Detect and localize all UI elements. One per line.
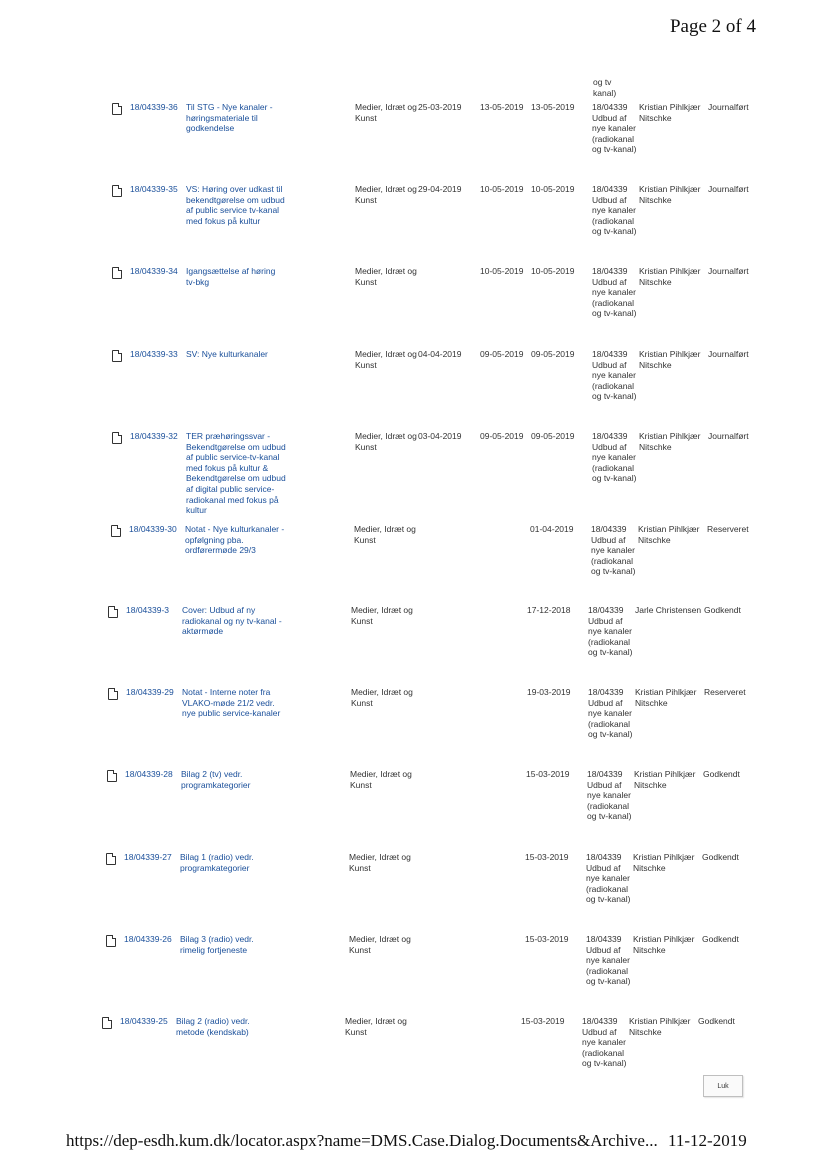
department-text: Medier, Idræt og Kunst bbox=[349, 934, 411, 955]
footer-date: 11-12-2019 bbox=[668, 1131, 747, 1150]
document-number-link[interactable]: 18/04339-30 bbox=[129, 524, 177, 534]
document-icon[interactable] bbox=[102, 1017, 112, 1029]
department-text: Medier, Idræt og Kunst bbox=[351, 687, 413, 708]
document-title-link[interactable]: Bilag 3 (radio) vedr. rimelig fortjeneste bbox=[180, 934, 254, 955]
document-row[interactable] bbox=[0, 687, 824, 769]
document-row[interactable] bbox=[0, 934, 822, 1016]
document-date: 04-04-2019 bbox=[418, 349, 462, 359]
document-title-link[interactable]: Bilag 2 (tv) vedr. programkategorier bbox=[181, 769, 251, 790]
status-text: Godkendt bbox=[698, 1016, 735, 1026]
modified-date: 09-05-2019 bbox=[531, 431, 575, 441]
document-number-link[interactable]: 18/04339-28 bbox=[125, 769, 173, 779]
document-title-link[interactable]: TER præhøringssvar - Bekendtgørelse om udbud af public service-tv-kanal med fokus på kultur & Bekendtgørelse om udbud af digital public service-radiokanal med fokus på kultur bbox=[186, 431, 286, 516]
registered-date: 13-05-2019 bbox=[480, 102, 524, 112]
responsible-person: Kristian Pihlkjær Nitschke bbox=[639, 349, 701, 370]
document-row[interactable] bbox=[0, 102, 828, 184]
document-title-link[interactable]: SV: Nye kulturkanaler bbox=[186, 349, 268, 359]
responsible-person: Kristian Pihlkjær Nitschke bbox=[639, 184, 701, 205]
status-text: Journalført bbox=[708, 184, 749, 194]
responsible-person: Jarle Christensen bbox=[635, 605, 702, 615]
modified-date: 15-03-2019 bbox=[525, 852, 569, 862]
document-row[interactable] bbox=[0, 431, 828, 516]
document-icon[interactable] bbox=[108, 688, 118, 700]
document-number-link[interactable]: 18/04339-3 bbox=[126, 605, 170, 615]
document-row[interactable] bbox=[0, 605, 824, 687]
case-subject-text: 18/04339 Udbud af nye kanaler (radiokanal og tv-kanal) bbox=[591, 524, 636, 577]
document-row[interactable] bbox=[0, 852, 822, 934]
modified-date: 15-03-2019 bbox=[526, 769, 570, 779]
document-icon[interactable] bbox=[106, 853, 116, 865]
case-subject-text: 18/04339 Udbud af nye kanaler (radiokanal og tv-kanal) bbox=[592, 184, 637, 237]
document-icon[interactable] bbox=[112, 185, 122, 197]
document-number-link[interactable]: 18/04339-26 bbox=[124, 934, 172, 944]
document-number-link[interactable]: 18/04339-33 bbox=[130, 349, 178, 359]
department-text: Medier, Idræt og Kunst bbox=[355, 349, 417, 370]
status-text: Reserveret bbox=[704, 687, 746, 697]
registered-date: 09-05-2019 bbox=[480, 431, 524, 441]
document-icon[interactable] bbox=[112, 432, 122, 444]
department-text: Medier, Idræt og Kunst bbox=[355, 184, 417, 205]
page-number: Page 2 of 4 bbox=[669, 16, 756, 37]
document-number-link[interactable]: 18/04339-25 bbox=[120, 1016, 168, 1026]
document-number-link[interactable]: 18/04339-35 bbox=[130, 184, 178, 194]
modified-date: 13-05-2019 bbox=[531, 102, 575, 112]
responsible-person: Kristian Pihlkjær Nitschke bbox=[633, 852, 695, 873]
document-row[interactable] bbox=[0, 1016, 818, 1098]
document-number-link[interactable]: 18/04339-36 bbox=[130, 102, 178, 112]
document-icon[interactable] bbox=[112, 103, 122, 115]
status-text: Journalført bbox=[708, 266, 749, 276]
document-title-link[interactable]: Cover: Udbud af ny radiokanal og ny tv-kanal - aktørmøde bbox=[182, 605, 282, 637]
department-text: Medier, Idræt og Kunst bbox=[345, 1016, 407, 1037]
responsible-person: Kristian Pihlkjær Nitschke bbox=[639, 431, 701, 452]
document-title-link[interactable]: VS: Høring over udkast til bekendtgørelse om udbud af public service tv-kanal med fokus på kultur bbox=[186, 184, 285, 226]
responsible-person: Kristian Pihlkjær Nitschke bbox=[638, 524, 700, 545]
case-subject-text: 18/04339 Udbud af nye kanaler (radiokanal og tv-kanal) bbox=[582, 1016, 627, 1069]
responsible-person: Kristian Pihlkjær Nitschke bbox=[639, 102, 701, 123]
document-title-link[interactable]: Til STG - Nye kanaler - høringsmateriale til godkendelse bbox=[186, 102, 273, 134]
modified-date: 10-05-2019 bbox=[531, 266, 575, 276]
document-date: 03-04-2019 bbox=[418, 431, 462, 441]
document-number-link[interactable]: 18/04339-34 bbox=[130, 266, 178, 276]
status-text: Godkendt bbox=[702, 934, 739, 944]
modified-date: 19-03-2019 bbox=[527, 687, 571, 697]
modified-date: 15-03-2019 bbox=[525, 934, 569, 944]
modified-date: 17-12-2018 bbox=[527, 605, 571, 615]
responsible-person: Kristian Pihlkjær Nitschke bbox=[635, 687, 697, 708]
case-subject-text: 18/04339 Udbud af nye kanaler (radiokanal og tv-kanal) bbox=[592, 431, 637, 484]
document-row[interactable] bbox=[0, 184, 828, 266]
department-text: Medier, Idræt og Kunst bbox=[355, 102, 417, 123]
case-subject-text: 18/04339 Udbud af nye kanaler (radiokanal og tv-kanal) bbox=[586, 934, 631, 987]
document-icon[interactable] bbox=[112, 267, 122, 279]
document-row[interactable] bbox=[0, 349, 828, 431]
status-text: Godkendt bbox=[702, 852, 739, 862]
case-subject-text: 18/04339 Udbud af nye kanaler (radiokanal og tv-kanal) bbox=[586, 852, 631, 905]
case-subject-text: 18/04339 Udbud af nye kanaler (radiokanal og tv-kanal) bbox=[588, 605, 633, 658]
close-button[interactable]: Luk bbox=[703, 1075, 743, 1097]
modified-date: 01-04-2019 bbox=[530, 524, 574, 534]
case-subject-text: 18/04339 Udbud af nye kanaler (radiokanal og tv-kanal) bbox=[592, 349, 637, 402]
document-title-link[interactable]: Igangsættelse af høring tv-bkg bbox=[186, 266, 276, 287]
department-text: Medier, Idræt og Kunst bbox=[355, 266, 417, 287]
responsible-person: Kristian Pihlkjær Nitschke bbox=[639, 266, 701, 287]
department-text: Medier, Idræt og Kunst bbox=[351, 605, 413, 626]
status-text: Reserveret bbox=[707, 524, 749, 534]
document-row[interactable] bbox=[0, 524, 827, 606]
document-icon[interactable] bbox=[111, 525, 121, 537]
registered-date: 10-05-2019 bbox=[480, 184, 524, 194]
continued-subject-text: og tv kanal) bbox=[593, 77, 617, 98]
status-text: Godkendt bbox=[704, 605, 741, 615]
modified-date: 10-05-2019 bbox=[531, 184, 575, 194]
department-text: Medier, Idræt og Kunst bbox=[354, 524, 416, 545]
document-title-link[interactable]: Bilag 2 (radio) vedr. metode (kendskab) bbox=[176, 1016, 250, 1037]
registered-date: 09-05-2019 bbox=[480, 349, 524, 359]
case-subject-text: 18/04339 Udbud af nye kanaler (radiokanal og tv-kanal) bbox=[592, 266, 637, 319]
document-title-link[interactable]: Notat - Interne noter fra VLAKO-møde 21/2 vedr. nye public service-kanaler bbox=[182, 687, 281, 719]
status-text: Journalført bbox=[708, 431, 749, 441]
document-icon[interactable] bbox=[112, 350, 122, 362]
case-subject-text: 18/04339 Udbud af nye kanaler (radiokanal og tv-kanal) bbox=[588, 687, 633, 740]
department-text: Medier, Idræt og Kunst bbox=[349, 852, 411, 873]
responsible-person: Kristian Pihlkjær Nitschke bbox=[634, 769, 696, 790]
document-row[interactable] bbox=[0, 769, 823, 851]
document-icon[interactable] bbox=[108, 606, 118, 618]
department-text: Medier, Idræt og Kunst bbox=[355, 431, 417, 452]
modified-date: 15-03-2019 bbox=[521, 1016, 565, 1026]
status-text: Journalført bbox=[708, 102, 749, 112]
footer-url: https://dep-esdh.kum.dk/locator.aspx?name=DMS.Case.Dialog.Documents&Archive... bbox=[66, 1131, 658, 1150]
document-row[interactable] bbox=[0, 266, 828, 348]
responsible-person: Kristian Pihlkjær Nitschke bbox=[633, 934, 695, 955]
document-date: 29-04-2019 bbox=[418, 184, 462, 194]
registered-date: 10-05-2019 bbox=[480, 266, 524, 276]
responsible-person: Kristian Pihlkjær Nitschke bbox=[629, 1016, 691, 1037]
modified-date: 09-05-2019 bbox=[531, 349, 575, 359]
case-subject-text: 18/04339 Udbud af nye kanaler (radiokanal og tv-kanal) bbox=[587, 769, 632, 822]
document-icon[interactable] bbox=[106, 935, 116, 947]
status-text: Godkendt bbox=[703, 769, 740, 779]
department-text: Medier, Idræt og Kunst bbox=[350, 769, 412, 790]
document-number-link[interactable]: 18/04339-32 bbox=[130, 431, 178, 441]
status-text: Journalført bbox=[708, 349, 749, 359]
case-subject-text: 18/04339 Udbud af nye kanaler (radiokanal og tv-kanal) bbox=[592, 102, 637, 155]
document-number-link[interactable]: 18/04339-29 bbox=[126, 687, 174, 697]
document-title-link[interactable]: Bilag 1 (radio) vedr. programkategorier bbox=[180, 852, 254, 873]
document-icon[interactable] bbox=[107, 770, 117, 782]
document-title-link[interactable]: Notat - Nye kulturkanaler - opfølgning pba. ordførermøde 29/3 bbox=[185, 524, 285, 556]
document-date: 25-03-2019 bbox=[418, 102, 462, 112]
document-number-link[interactable]: 18/04339-27 bbox=[124, 852, 172, 862]
